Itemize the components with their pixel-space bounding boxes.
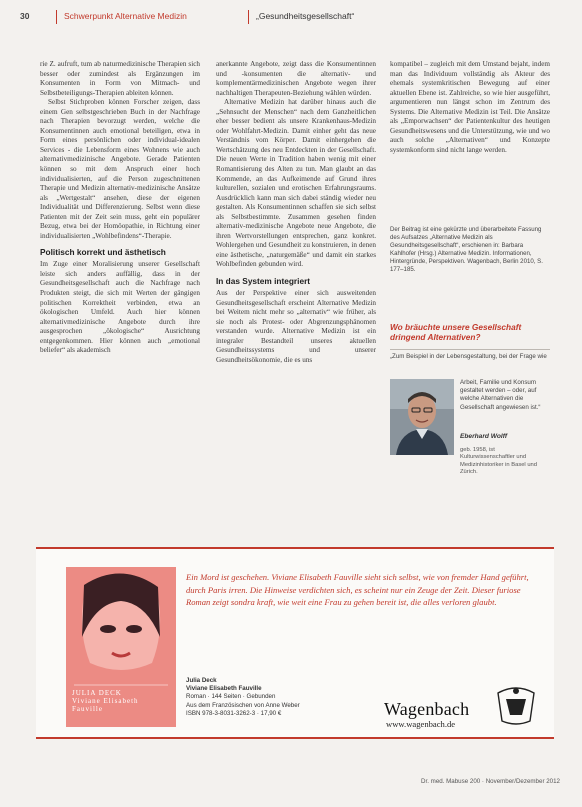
article-column-3 (390, 60, 550, 155)
paragraph: anerkannte Angebote, zeigt dass die Konsumentinnen und -konsumenten die alternativ- und komplementärmedizinischen Angebote wegen ihrer nachhaltigen Therapeuten-Beziehung wählen würden. (216, 60, 376, 97)
quote-text: Arbeit, Familie und Konsum gestaltet werden – oder, auf welche Alternativen die Gesellschaft angewiesen ist.“ (460, 379, 541, 411)
book-translator: Aus dem Französischen von Anne Weber (186, 701, 300, 709)
question-heading: Wo bräuchte unsere Gesellschaft dringend Alternativen? (390, 322, 522, 342)
paragraph: kompatibel – zugleich mit dem Umstand bejaht, indem man das Individuum vollständig als Akteur des ehemals systemkritischen Bewegung auf einer aktuellen Ebene ist. Zahlreiche, so wie hier ausgeführt, argumentieren nun längst schon im Zentrum des Systems. Die Alternative Medizin ist Teil. Die Ansätze als „Emporwachsen“ der Patientenkultur des heutigen Gesundheitswesens und die Unterstützung, wie und wo auch solche „Alternativen“ und Konzepte systemkonform sind nicht lange werden. (390, 60, 550, 154)
book-advertisement (36, 547, 554, 739)
page-footer: Dr. med. Mabuse 200 · November/Dezember 2012 (421, 778, 560, 785)
paragraph: Aus der Perspektive einer sich ausweitenden Gesundheitsgesellschaft erscheint Alternative Medizin bei Weitem nicht mehr so „alternativ“ wie früher, als sie noch als Protest- oder Abgrenzungsphänomen verstanden wurde. Alternative Medizin ist ein integraler Bestandteil unseres aktuellen Gesundheitssystems und unserer Gesundheitsökonomie, die es uns (216, 289, 376, 364)
article-column-2 (216, 60, 376, 365)
publisher-crest-icon (488, 681, 544, 729)
header-divider (56, 10, 57, 24)
cover-author: JULIA DECK (72, 689, 122, 697)
question-box (390, 349, 550, 475)
subsection-title: „Gesundheitsgesellschaft“ (256, 11, 355, 21)
book-isbn: ISBN 978-3-8031-3262-3 · 17,90 € (186, 709, 282, 717)
publisher-url[interactable]: www.wagenbach.de (386, 719, 456, 729)
header-divider (248, 10, 249, 24)
page-header (20, 10, 564, 24)
author-bio: geb. 1958, ist Kulturwissenschaftler und Medizinhistoriker in Basel und Zürich. (460, 447, 538, 476)
section-title: Schwerpunkt Alternative Medizin (64, 11, 187, 21)
quote-author: Eberhard Wolff (460, 433, 508, 440)
book-cover (66, 567, 176, 727)
page-number: 30 (20, 11, 30, 21)
article-column-1 (40, 60, 200, 356)
cover-text (72, 689, 172, 713)
paragraph: Im Zuge einer Moralisierung unserer Gesellschaft leiste sich anders auffällig, dass in der Gesundheitsgesellschaft auch die Nachfrage nach Produkten steigt, die sich mit Werten der gängigen politischen Korrektheit verbinden, etwa an ökologischen Umfeld. Auch hier können alternativmedizinische Angebote durch ihre ausgesprochen „ökologische“ Ausrichtung entgegenkommen. Hier können auch „emotional beliefer“ als akademisch (40, 260, 200, 355)
source-note: Der Beitrag ist eine gekürzte und überarbeitete Fassung des Aufsatzes „Alternative Medizin als Gesundheitsgesellschaft“, erschienen in: Barbara Kahlhofer (Hrsg.) Alternative Medizin. Informationen, Hintergründe, Perspektiven. Wagenbach, Berlin 2010, S. 177–185. (390, 226, 543, 274)
cover-title: Viviane Elisabeth Fauville (72, 697, 139, 713)
quote-text: „Zum Beispiel in der Lebensgestaltung, bei der Frage wie (390, 353, 547, 360)
ad-blurb: Ein Mord ist geschehen. Viviane Elisabeth Fauville sieht sich selbst, wie von fremder Hand geführt, durch Paris irren. Die Hinweise verdichten sich, es scheint nur ein Zeuge der Zeit. Dieser furiose Roman zeigt sondra kraft, wie weit eine Frau zu gehen bereit ist, die alles verloren glaubt. (186, 572, 529, 607)
paragraph: rie Z. aufruft, tum ab naturmedizinische Therapien sich besser oder zumindest als Ergänzungen im Konsumenten in Form von Mitmach- und Selbstbeteiligungs-Therapien ableiten können. (40, 60, 200, 97)
subheading: In das System integriert (216, 276, 311, 287)
author-photo (390, 379, 454, 455)
book-format: Roman · 144 Seiten · Gebunden (186, 693, 276, 701)
divider (390, 349, 550, 350)
paragraph: Alternative Medizin hat darüber hinaus auch die „Sehnsucht der Menschen“ nach dem Ganzheitlichen eher besser bedient als unsere Krankenhaus-Medizin oder Wohlfahrt-Medizin. Damit einher geht das neue Verständnis vom Körper. Damit einhergehen die Wertschätzung des neu Entdeckten in der Gesellschaft. Die neuen Werte in Tradition haben wenig mit einer Romantisierung des Alten zu tun. Man glaubt an das Kommende, an das Aufkeimende auf Grund ihres kulturellen, sozialen und erotischen Erfahrungsraums. Ausdrücklich kann man sich dabei ständig wieder neu gestalten. Als Konsumentinnen schaffen sie sich selbst als Selbstbestimmte. Zusammen gesehen finden alternativ-medizinische Angebote neue Angebote, die ihren Wertvorstellungen entsprechen, ganz konkret. Wohlergehen und Gesundheit zu konstruieren, in denen eine ästhetische, „naturgemäße“ und damit ein starkes Wohlbefinden gebunden wird. (216, 98, 376, 269)
book-author: Julia Deck (186, 677, 217, 684)
book-title: Viviane Elisabeth Fauville (186, 685, 262, 693)
paragraph: Selbst Stichproben können Forscher zeigen, dass einem Gen selbstgeschrieben Buch in der Nachfrage nach Therapien bevorzugt werden, welche die Konsumentinnen auch emotional beteiligen, etwa in Form eines persönlichen oder individual-idealen Services - die Lebensform eines Wohnens wie auch alternativmedizinische Angebote. Gerade Patienten können so mit dem Anspruch einer hoch individualisierten, auf die Person zugeschnittenen Therapie und Medizin alternativ-medizinische Ansätze als „Wertgestalt“ ansehen, diese der eigenen Individualität und Differenzierung. Selbst wenn diese Patienten mit der Zeit sein muss, geht ein populärer Bezug, etwa bei der Homöopathie, in Richtung einer individualisierten „Wohlbefindens“-Therapie. (40, 98, 200, 240)
subheading: Politisch korrekt und ästhetisch (40, 247, 166, 258)
publisher-brand: Wagenbach (384, 699, 470, 719)
book-details (186, 677, 386, 718)
